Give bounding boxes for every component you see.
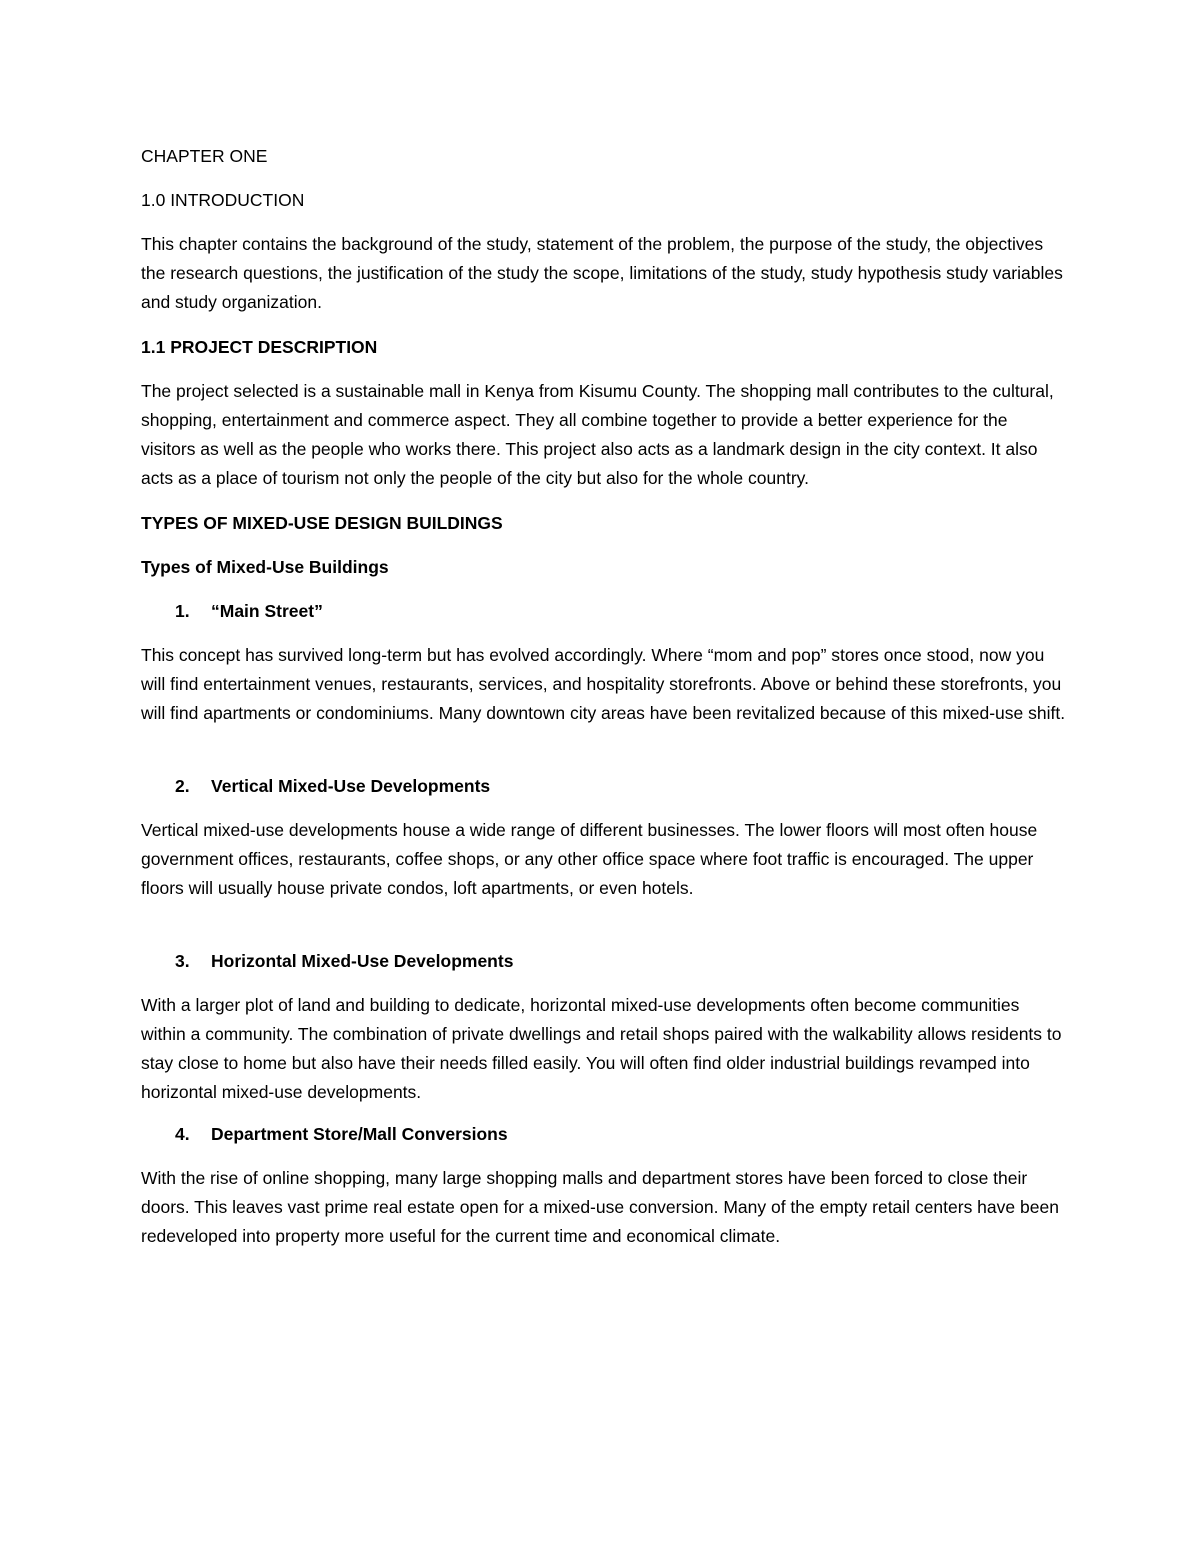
chapter-title: CHAPTER ONE — [141, 146, 268, 166]
intro-paragraph: This chapter contains the background of the study, statement of the problem, the purpose of the study, the objectives the research questions, the justification of the study the scope, limitations of the study, study hypothesis study variables and study organization. — [141, 234, 1063, 312]
list-item-heading — [141, 1120, 1066, 1149]
types-subheading: Types of Mixed-Use Buildings — [141, 557, 389, 577]
project-description-heading: 1.1 PROJECT DESCRIPTION — [141, 337, 378, 357]
list-item-number: 1. — [175, 601, 190, 621]
list-item-number: 2. — [175, 776, 190, 796]
document-body — [141, 142, 1066, 1264]
list-item-heading — [141, 597, 1066, 626]
list-item-title: “Main Street” — [211, 601, 323, 621]
list-item-title: Horizontal Mixed-Use Developments — [211, 951, 514, 971]
list-item-title: Department Store/Mall Conversions — [211, 1124, 508, 1144]
list-item-heading — [141, 947, 1066, 976]
list-item-paragraph: With the rise of online shopping, many large shopping malls and department stores have been forced to close their doors. This leaves vast prime real estate open for a mixed-use conversion. Many of the empty retail centers have been redeveloped into property more useful for the current time and economical climate. — [141, 1168, 1059, 1246]
list-item-paragraph: With a larger plot of land and building to dedicate, horizontal mixed-use developments often become communities within a community. The combination of private dwellings and retail shops paired with the walkability allows residents to stay close to home but also have their needs filled easily. You will often find older industrial buildings revamped into horizontal mixed-use developments. — [141, 995, 1062, 1102]
list-item-title: Vertical Mixed-Use Developments — [211, 776, 491, 796]
list-item-number: 3. — [175, 951, 190, 971]
types-heading: TYPES OF MIXED-USE DESIGN BUILDINGS — [141, 513, 503, 533]
intro-heading: 1.0 INTRODUCTION — [141, 190, 305, 210]
list-item-paragraph: Vertical mixed-use developments house a wide range of different businesses. The lower floors will most often house government offices, restaurants, coffee shops, or any other office space where foot traffic is encouraged. The upper floors will usually house private condos, loft apartments, or even hotels. — [141, 820, 1038, 898]
list-item-paragraph: This concept has survived long-term but has evolved accordingly. Where “mom and pop” stores once stood, now you will find entertainment venues, restaurants, services, and hospitality storefronts. Above or behind these storefronts, you will find apartments or condominiums. Many downtown city areas have been revitalized because of this mixed-use shift. — [141, 645, 1066, 723]
project-description-paragraph: The project selected is a sustainable mall in Kenya from Kisumu County. The shopping mall contributes to the cultural, shopping, entertainment and commerce aspect. They all combine together to provide a better experience for the visitors as well as the people who works there. This project also acts as a landmark design in the city context. It also acts as a place of tourism not only the people of the city but also for the whole country. — [141, 381, 1054, 488]
list-item-number: 4. — [175, 1124, 190, 1144]
list-item-heading — [141, 772, 1066, 801]
